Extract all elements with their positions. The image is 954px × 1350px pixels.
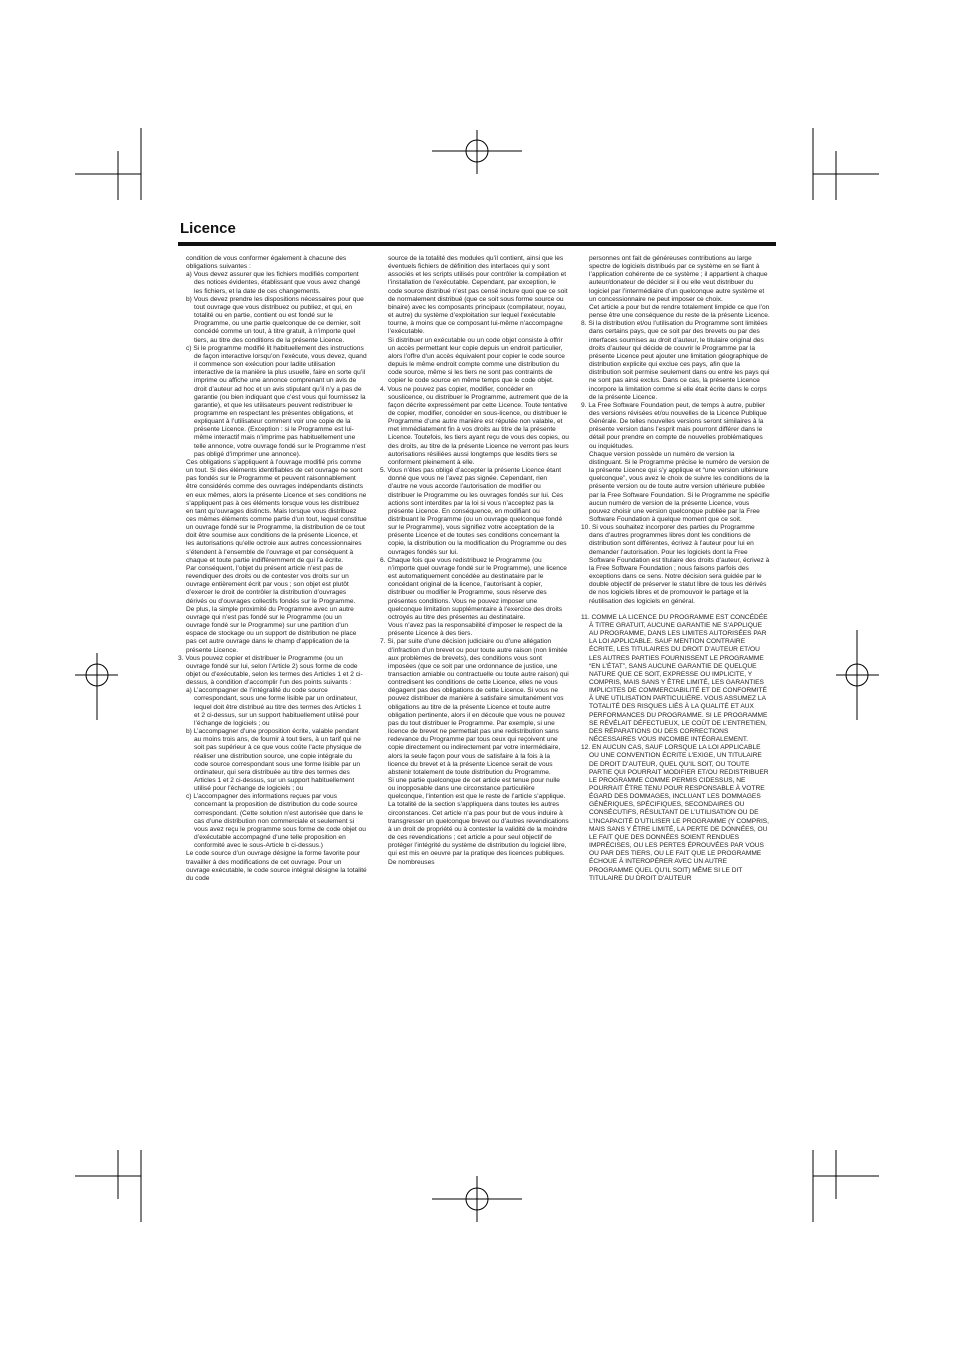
license-paragraph: a) Vous devez assurer que les fichiers modifiés comportent des notices évidentes, établissant que vous avez changé les fichiers, et la date de ces changements. — [186, 271, 361, 295]
license-paragraph: 9. La Free Software Foundation peut, de temps à autre, publier des versions révisées et/ou nouvelles de la Licence Publique Générale. De telles nouvelles versions seront similaires à la présente version dans l’esprit mais pourront différer dans le détail pour prendre en compte de nouvelles problématiques ou inquiétudes. — [581, 401, 767, 450]
license-paragraph: b) L’accompagner d’une proposition écrite, valable pendant au moins trois ans, de fournir à tout tiers, à un tarif qui ne soit pas supérieur à ce que vous coûte l’acte physique de réaliser une distribution source, une copie intégrale du code source correspondant sous une forme lisible par un ordinateur, qui sera distribuée au titre des termes des Articles 1 et 2 ci-dessus, sur un support habituellement utilisé pour l’échange de logiciels ; ou — [186, 728, 362, 793]
license-paragraph: Par conséquent, l’objet du présent article n’est pas de revendiquer des droits ou de contester vos droits sur un ouvrage entièrement écrit par vous ; son objet est plutôt d’exercer le droit de contrôler la distribution d’ouvrages dérivés ou d’ouvrages collectifs fondés sur le Programme. — [186, 564, 356, 605]
crop-mark-top-right — [813, 128, 879, 200]
license-paragraph: a) L’accompagner de l’intégralité du code source correspondant, sous une forme lisible par un ordinateur, lequel doit être distribué au titre des termes des Articles 1 et 2 ci-dessus, sur un support habituellement utilisé pour l’échange de logiciels ; ou — [186, 687, 362, 727]
text-column-2 — [380, 255, 569, 867]
registration-target-top — [432, 130, 522, 174]
license-paragraph: source de la totalité des modules qu’il contient, ainsi que les éventuels fichiers de définition des interfaces qui y sont associés et les scripts utilisés pour contrôler la compilation et l’installation de l’exécutable. Cependant, par exception, le code source distribué n’est pas censé inclure quoi que ce soit de normalement distribué (que ce soit sous forme source ou binaire) avec les composants principaux (compilateur, noyau, et autre) du système d’exploitation sur lequel l’exécutable tourne, à moins que ce composant lui-même n’accompagne l’exécutable. — [388, 255, 568, 336]
license-paragraph: c) L’accompagner des informations reçues par vous concernant la proposition de distribution du code source correspondant. (Cette solution n’est autorisée que dans le cas d’une distribution non commerciale et seulement si vous avez reçu le programme sous forme de code objet ou d’exécutable accompagné d’une telle proposition en conformité avec le sous-Article b ci-dessus.) — [186, 793, 366, 850]
license-paragraph: Le code source d’un ouvrage désigne la forme favorite pour travailler à des modifications de cet ouvrage. Pour un ouvrage exécutable, le code source intégral désigne la totalité du code — [186, 850, 367, 882]
page-title: Licence — [180, 220, 236, 237]
registration-target-bottom — [432, 1176, 522, 1222]
license-paragraph: 12. EN AUCUN CAS, SAUF LORSQUE LA LOI APPLICABLE OU UNE CONVENTION ÉCRITE L’EXIGE, UN TITULAIRE DE DROIT D’AUTEUR, QUEL QU’IL SOIT, OU TOUTE PARTIE QUI POURRAIT MODIFIER ET/OU REDISTRIBUER LE PROGRAMME COMME PERMIS CIDESSUS, NE POURRAIT ÊTRE TENU POUR RESPONSABLE À VOTRE ÉGARD DES DOMMAGES, INCLUANT LES DOMMAGES GÉNÉRIQUES, SPÉCIFIQUES, SECONDAIRES OU CONSÉCUTIFS, RÉSULTANT DE L’UTILISATION OU DE L’INCAPACITÉ D’UTILISER LE PROGRAMME (Y COMPRIS, MAIS SANS Y ÊTRE LIMITÉ, LA PERTE DE DONNÉES, OU LE FAIT QUE DES DONNÉES SOIENT RENDUES IMPRÉCISES, OU LES PERTES ÉPROUVÉES PAR VOUS OU PAR DES TIERS, OU LE FAIT QUE LE PROGRAMME ÉCHOUE À INTEROPÉRER AVEC UN AUTRE PROGRAMME QUEL QU’IL SOIT) MÊME SI LE DIT TITULAIRE DU DROIT D’AUTEUR — [581, 744, 770, 882]
license-paragraph: Si une partie quelconque de cet article est tenue pour nulle ou inopposable dans une circonstance particulière quelconque, l’intention est que le reste de l’article s’applique. — [388, 777, 566, 801]
registration-target-left — [75, 653, 118, 720]
license-paragraph: 4. Vous ne pouvez pas copier, modifier, concéder en souslicence, ou distribuer le Programme, autrement que de la façon décrite expressément par cette Licence. Toute tentative de copier, modifier, concéder en sous-licence, ou distribuer le Programme d’une autre manière est réputée non valable, et met immédiatement fin à vos droits au titre de la présente Licence. Toutefois, les tiers ayant reçu de vous des copies, ou des droits, au titre de la présente Licence ne verront pas leurs autorisations résiliées aussi longtemps que lesdits tiers se conforment pleinement à elle. — [380, 385, 569, 466]
license-paragraph: Ces obligations s’appliquent à l’ouvrage modifié pris comme un tout. Si des éléments identifiables de cet ouvrage ne sont pas fondés sur le Programme et peuvent raisonnablement être considérés comme des ouvrages indépendants distincts en eux mêmes, alors la présente Licence et ses conditions ne s’appliquent pas à ces éléments lorsque vous les distribuez en tant qu’ouvrages distincts. Mais lorsque vous distribuez ces mêmes éléments comme partie d’un tout, lequel constitue un ouvrage fondé sur le Programme, la distribution de ce tout doit être soumise aux conditions de la présente Licence, et les autorisations qu’elle octroie aux autres concessionnaires s’étendent à l’ensemble de l’ouvrage et par conséquent à chaque et toute partie indifféremment de qui l’a écrite. — [186, 458, 367, 564]
title-rule — [178, 242, 776, 246]
license-paragraph: 10. Si vous souhaitez incorporer des parties du Programme dans d’autres programmes libres dont les conditions de distribution sont différentes, écrivez à l’auteur pour lui en demander l’autorisation. Pour les logiciels dont la Free Software Foundation est titulaire des droits d’auteur, écrivez à la Free Software Foundation ; nous faisons parfois des exceptions dans ce sens. Notre décision sera guidée par le double objectif de préserver le statut libre de tous les dérivés de nos logiciels libres et de promouvoir le partage et la réutilisation des logiciels en général. — [581, 524, 770, 605]
paragraph-spacer — [581, 606, 770, 614]
license-paragraph: De plus, la simple proximité du Programme avec un autre ouvrage qui n’est pas fondé sur le Programme (ou un ouvrage fondé sur le Programme) sur une partition d’un espace de stockage ou un support de distribution ne place pas cet autre ouvrage dans le champ d’application de la présente Licence. — [186, 605, 357, 654]
license-paragraph: Cet article a pour but de rendre totalement limpide ce que l’on pense être une conséquence du reste de la présente Licence. — [589, 303, 770, 320]
license-paragraph: condition de vous conformer également à chacune des obligations suivantes : — [186, 255, 347, 271]
license-paragraph: c) Si le programme modifié lit habituellement des instructions de façon interactive lorsqu’on l’exécute, vous devez, quand il commence son exécution pour ladite utilisation interactive de la manière la plus usuelle, faire en sorte qu’il imprime ou affiche une annonce comprenant un avis de droit d’auteur ad hoc et un avis stipulant qu’il n’y a pas de garantie (ou bien indiquant que c’est vous qui fournissez la garantie), et que les utilisateurs peuvent redistribuer le programme en respectant les présentes obligations, et expliquant à l’utilisateur comment voir une copie de la présente Licence. (Exception : si le Programme est lui-même interactif mais n’imprime pas habituellement une telle annonce, votre ouvrage fondé sur le Programme n’est pas obligé d’imprimer une annonce). — [186, 344, 367, 458]
license-paragraph: La totalité de la section s’appliquera dans toutes les autres circonstances. Cet article n’a pas pour but de vous induire à transgresser un quelconque brevet ou d’autres revendications à un droit de propriété ou à contester la validité de la moindre de ces revendications ; cet article a pour seul objectif de protéger l’intégrité du système de distribution du logiciel libre, qui est mis en oeuvre par la pratique des licences publiques. De nombreuses — [388, 801, 569, 866]
crop-mark-top-left — [75, 128, 141, 200]
text-column-1 — [178, 255, 367, 883]
license-paragraph: 5. Vous n’êtes pas obligé d’accepter la présente Licence étant donné que vous ne l’avez pas signée. Cependant, rien d’autre ne vous accorde l’autorisation de modifier ou distribuer le Programme ou les ouvrages fondés sur lui. Ces actions sont interdites par la loi si vous n’acceptez pas la présente Licence. En conséquence, en modifiant ou distribuant le Programme (ou un ouvrage quelconque fondé sur le Programme), vous signifiez votre acceptation de la présente Licence et de toutes ses conditions concernant la copie, la distribution ou la modification du Programme ou des ouvrages fondés sur lui. — [380, 467, 567, 556]
crop-mark-bottom-left — [75, 1150, 141, 1222]
crop-mark-bottom-right — [813, 1150, 879, 1222]
license-paragraph: personnes ont fait de généreuses contributions au large spectre de logiciels distribués par ce système en se fiant à l’application cohérente de ce système ; il appartient à chaque auteur/donateur de décider si il ou elle veut distribuer du logiciel par l’intermédiaire d’un quelconque autre système et un concessionnaire ne peut imposer ce choix. — [589, 255, 768, 303]
license-paragraph: b) Vous devez prendre les dispositions nécessaires pour que tout ouvrage que vous distribuez ou publiez, et qui, en totalité ou en partie, contient ou est fondé sur le Programme, ou une partie quelconque de ce dernier, soit concédé comme un tout, à titre gratuit, à n’importe quel tiers, au titre des conditions de la présente Licence. — [186, 295, 364, 344]
text-column-3 — [581, 255, 770, 883]
license-paragraph: 8. Si la distribution et/ou l’utilisation du Programme sont limitées dans certains pays, que ce soit par des brevets ou par des interfaces soumises au droit d’auteur, le titulaire original des droits d’auteur qui décide de couvrir le Programme par la présente Licence peut ajouter une limitation géographique de distribution explicite qui exclue ces pays, afin que la distribution soit permise seulement dans ou entre les pays qui ne sont pas ainsi exclus. Dans ce cas, la présente Licence incorpore la limitation comme si elle était écrite dans le corps de la présente Licence. — [581, 320, 770, 401]
license-paragraph: Si distribuer un exécutable ou un code objet consiste à offrir un accès permettant leur copie depuis un endroit particulier, alors l’offre d’un accès équivalent pour copier le code source depuis le même endroit compte comme une distribution du code source, même si les tiers ne sont pas contraints de copier le code source en même temps que le code objet. — [388, 336, 565, 385]
license-paragraph: Chaque version possède un numéro de version la distinguant. Si le Programme précise le numéro de version de la présente Licence qui s’y applique et “une version ultérieure quelconque”, vous avez le choix de suivre les conditions de la présente version ou de toute autre version ultérieure publiée par la Free Software Foundation. Si le Programme ne spécifie aucun numéro de version de la présente Licence, vous pouvez choisir une version quelconque publiée par la Free Software Foundation à quelque moment que ce soit. — [589, 450, 770, 523]
license-paragraph: 11. COMME LA LICENCE DU PROGRAMME EST CONCÉDÉE À TITRE GRATUIT, AUCUNE GARANTIE NE S’APPLIQUE AU PROGRAMME, DANS LES LIMITES AUTORISÉES PAR LA LOI APPLICABLE. SAUF MENTION CONTRAIRE ÉCRITE, LES TITULAIRES DU DROIT D’AUTEUR ET/OU LES AUTRES PARTIES FOURNISSENT LE PROGRAMME “EN L’ÉTAT”, SANS AUCUNE GARANTIE DE QUELQUE NATURE QUE CE SOIT, EXPRESSE OU IMPLICITE, Y COMPRIS, MAIS SANS Y ÊTRE LIMITÉ, LES GARANTIES IMPLICITES DE COMMERCIABILITÉ ET DE CONFORMITÉ À UNE UTILISATION PARTICULIÈRE. VOUS ASSUMEZ LA TOTALITÉ DES RISQUES LIÉS À LA QUALITÉ ET AUX PERFORMANCES DU PROGRAMME. SI LE PROGRAMME SE RÉVÉLAIT DÉFECTUEUX, LE COÛT DE L’ENTRETIEN, DES RÉPARATIONS OU DES CORRECTIONS NÉCESSAIRES VOUS INCOMBE INTÉGRALEMENT. — [581, 613, 768, 744]
license-paragraph: 7. Si, par suite d’une décision judiciaire ou d’une allégation d’infraction d’un brevet ou pour toute autre raison (non limitée aux problèmes de brevets), des conditions vous sont imposées (que ce soit par une ordonnance de justice, une transaction amiable ou contractuelle ou toute autre raison) qui contredisent les conditions de cette Licence, elles ne vous dégagent pas des obligations de cette Licence. Si vous ne pouvez distribuer de manière à satisfaire simultanément vos obligations au titre de la présente Licence et toute autre obligation pertinente, alors il en découle que vous ne pouvez pas du tout distribuer le Programme. Par exemple, si une licence de brevet ne permettait pas une redistribution sans redevance du Programme par tous ceux qui reçoivent une copie directement ou indirectement par votre intermédiaire, alors la seule façon pour vous de satisfaire à la fois à la licence du brevet et à la présente Licence serait de vous abstenir totalement de toute distribution du Programme. — [380, 638, 569, 776]
registration-target-right — [836, 630, 879, 720]
license-paragraph: 6. Chaque fois que vous redistribuez le Programme (ou n’importe quel ouvrage fondé sur le Programme), une licence est automatiquement concédée au destinataire par le concédant original de la licence, l’autorisant à copier, distribuer ou modifier le Programme, sous réserve des présentes conditions. Vous ne pouvez imposer une quelconque limitation supplémentaire à l’exercice des droits octroyés au titre des présentes au destinataire. — [380, 556, 567, 621]
license-paragraph: Vous n’avez pas la responsabilité d’imposer le respect de la présente Licence à des tiers. — [388, 622, 563, 638]
license-paragraph: 3. Vous pouvez copier et distribuer le Programme (ou un ouvrage fondé sur lui, selon l’Article 2) sous forme de code objet ou d’exécutable, selon les termes des Articles 1 et 2 ci-dessus, à condition d’accomplir l’un des points suivants : — [178, 654, 363, 687]
